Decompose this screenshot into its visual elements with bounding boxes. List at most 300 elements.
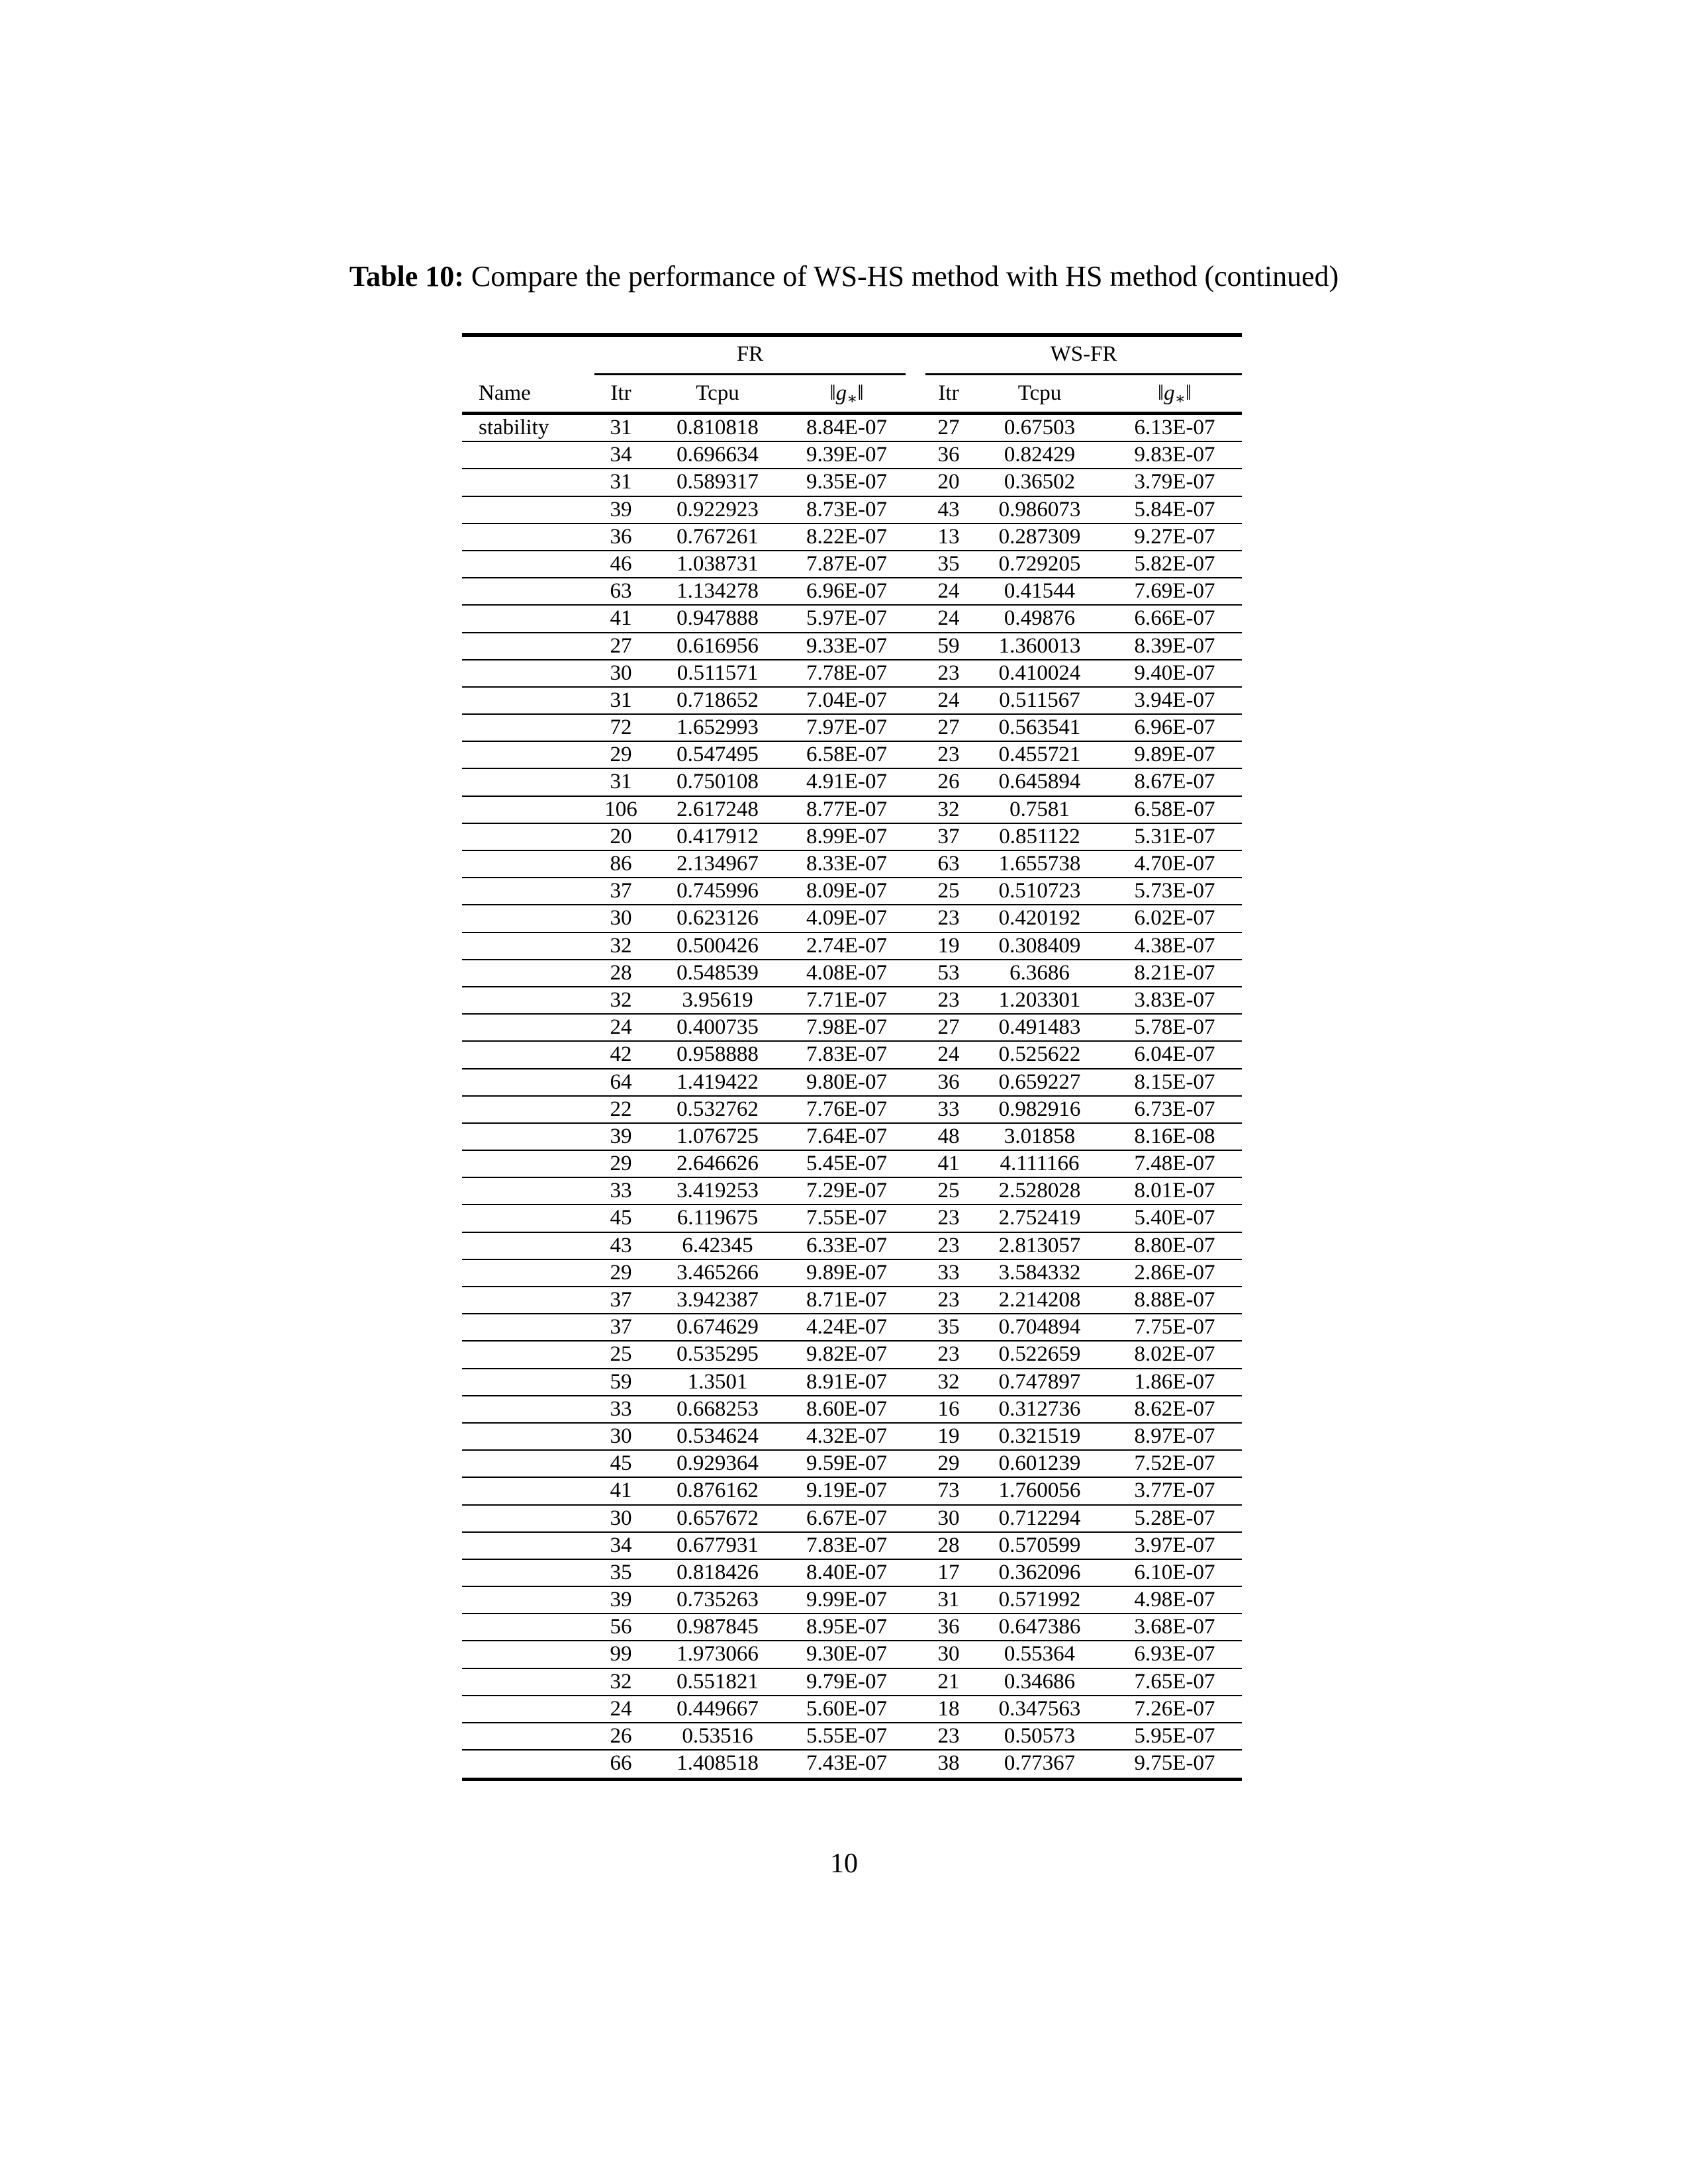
group-gap-cell: [906, 688, 925, 713]
fr-itr-cell: 45: [610, 1451, 632, 1476]
table-row: [462, 960, 1242, 987]
group-gap-cell: [906, 469, 925, 495]
ws-gnorm-cell: 6.04E-07: [1134, 1042, 1215, 1067]
name-cell: [462, 905, 594, 931]
fr-itr-cell: 31: [610, 470, 632, 494]
ws-itr-cell: 41: [937, 1152, 960, 1176]
group-header-fr: FR: [594, 337, 906, 375]
ws-itr-cell: 59: [937, 633, 960, 658]
fr-tcpu-cell: 0.735263: [677, 1588, 759, 1612]
group-gap-cell: [906, 1451, 925, 1477]
group-gap-cell: [906, 1614, 925, 1640]
fr-tcpu-cell: 0.818426: [677, 1560, 759, 1584]
ws-itr-cell: 73: [937, 1479, 960, 1503]
fr-itr-cell: 29: [610, 1152, 632, 1176]
table-row: [462, 933, 1242, 960]
group-gap-cell: [906, 878, 925, 904]
fr-tcpu-cell: 1.408518: [677, 1751, 759, 1776]
table-row: [462, 1396, 1242, 1424]
table-caption-label: Table 10:: [349, 260, 464, 293]
ws-gnorm-cell: 3.77E-07: [1134, 1479, 1215, 1503]
ws-gnorm-cell: 7.26E-07: [1134, 1696, 1215, 1721]
name-cell: [462, 987, 594, 1013]
ws-tcpu-cell: 3.584332: [998, 1260, 1081, 1285]
table-row: [462, 851, 1242, 878]
ws-tcpu-cell: 0.704894: [998, 1315, 1081, 1340]
group-gap-cell: [906, 1015, 925, 1040]
group-gap-cell: [906, 987, 925, 1013]
fr-tcpu-cell: 6.42345: [682, 1233, 753, 1257]
fr-gnorm-cell: 8.09E-07: [806, 879, 887, 903]
fr-gnorm-cell: 9.80E-07: [806, 1069, 887, 1094]
group-gap-cell: [906, 905, 925, 931]
ws-itr-cell: 53: [937, 960, 960, 985]
fr-gnorm-cell: 8.99E-07: [806, 824, 887, 848]
ws-tcpu-cell: 0.747897: [998, 1369, 1081, 1394]
ws-gnorm-cell: 4.38E-07: [1134, 933, 1215, 958]
fr-tcpu-cell: 1.3501: [687, 1369, 748, 1394]
ws-gnorm-cell: 8.67E-07: [1134, 770, 1215, 794]
fr-gnorm-cell: 7.64E-07: [806, 1124, 887, 1148]
table-row: [462, 878, 1242, 905]
ws-itr-cell: 27: [937, 715, 960, 740]
fr-itr-cell: 26: [610, 1724, 632, 1748]
name-cell: [462, 1178, 594, 1204]
ws-gnorm-cell: 3.94E-07: [1134, 688, 1215, 712]
fr-itr-cell: 32: [610, 933, 632, 958]
fr-tcpu-cell: 0.767261: [677, 524, 759, 549]
fr-itr-cell: 24: [610, 1015, 632, 1040]
name-cell: [462, 824, 594, 850]
ws-itr-cell: 23: [937, 660, 960, 685]
fr-itr-cell: 25: [610, 1342, 632, 1367]
ws-tcpu-cell: 0.455721: [998, 743, 1081, 767]
ws-tcpu-cell: 0.67503: [1004, 416, 1076, 439]
ws-tcpu-cell: 0.601239: [998, 1451, 1081, 1476]
fr-gnorm-cell: 8.95E-07: [806, 1615, 887, 1639]
ws-tcpu-cell: 0.522659: [998, 1342, 1081, 1367]
ws-itr-cell: 27: [937, 416, 960, 439]
group-gap-cell: [906, 442, 925, 468]
name-cell: [462, 1097, 594, 1122]
fr-gnorm-cell: 9.30E-07: [806, 1642, 887, 1666]
fr-tcpu-cell: 0.745996: [677, 879, 759, 903]
ws-gnorm-cell: 4.70E-07: [1134, 852, 1215, 876]
fr-tcpu-cell: 0.657672: [677, 1506, 759, 1530]
group-gap-cell: [906, 1314, 925, 1340]
table-row: [462, 1314, 1242, 1342]
ws-itr-cell: 32: [937, 797, 960, 821]
ws-tcpu-cell: 0.982916: [998, 1097, 1081, 1121]
fr-itr-cell: 63: [610, 579, 632, 604]
fr-itr-cell: 106: [604, 797, 637, 821]
fr-itr-cell: 22: [610, 1097, 632, 1121]
ws-tcpu-cell: 0.647386: [998, 1615, 1081, 1639]
group-gap-cell: [906, 578, 925, 604]
group-gap-cell: [906, 1478, 925, 1504]
fr-gnorm-cell: 7.43E-07: [806, 1751, 887, 1776]
ws-itr-cell: 19: [937, 1424, 960, 1448]
name-cell: [462, 1233, 594, 1259]
fr-itr-cell: 72: [610, 715, 632, 740]
ws-tcpu-cell: 0.410024: [998, 660, 1081, 685]
fr-tcpu-cell: 2.646626: [677, 1152, 759, 1176]
fr-tcpu-cell: 0.532762: [677, 1097, 759, 1121]
name-cell: [462, 1669, 594, 1695]
group-gap-cell: [906, 1396, 925, 1422]
fr-itr-cell: 39: [610, 1124, 632, 1148]
ws-itr-cell: 28: [937, 1533, 960, 1557]
fr-tcpu-cell: 3.942387: [677, 1288, 759, 1312]
ws-itr-cell: 26: [937, 770, 960, 794]
ws-tcpu-cell: 0.571992: [998, 1588, 1081, 1612]
fr-gnorm-cell: 9.35E-07: [806, 470, 887, 494]
group-gap-cell: [906, 715, 925, 741]
fr-gnorm-cell: 7.98E-07: [806, 1015, 887, 1040]
ws-gnorm-cell: 6.58E-07: [1134, 797, 1215, 821]
table-column-header-row: [462, 375, 1242, 412]
table-row: [462, 1751, 1242, 1778]
table-row: [462, 715, 1242, 742]
ws-gnorm-cell: 6.02E-07: [1134, 906, 1215, 931]
name-cell: [462, 688, 594, 713]
ws-gnorm-cell: 9.75E-07: [1134, 1751, 1215, 1776]
ws-gnorm-cell: 7.48E-07: [1134, 1152, 1215, 1176]
ws-itr-cell: 37: [937, 824, 960, 848]
fr-itr-cell: 32: [610, 987, 632, 1012]
fr-gnorm-cell: 2.74E-07: [806, 933, 887, 958]
name-cell: [462, 1314, 594, 1340]
name-cell: [462, 1751, 594, 1778]
ws-itr-cell: 23: [937, 906, 960, 931]
ws-itr-cell: 33: [937, 1260, 960, 1285]
ws-itr-cell: 24: [937, 579, 960, 604]
table-row: [462, 1260, 1242, 1287]
group-gap-cell: [906, 524, 925, 550]
name-cell: [462, 578, 594, 604]
table-row: [462, 551, 1242, 578]
group-gap-cell: [906, 1097, 925, 1122]
fr-itr-cell: 37: [610, 1288, 632, 1312]
ws-gnorm-cell: 5.31E-07: [1134, 824, 1215, 848]
group-gap-cell: [906, 660, 925, 686]
group-gap-cell: [906, 1751, 925, 1778]
fr-gnorm-cell: 5.97E-07: [806, 606, 887, 631]
name-cell: [462, 715, 594, 741]
ws-gnorm-cell: 4.98E-07: [1134, 1588, 1215, 1612]
fr-itr-cell: 36: [610, 524, 632, 549]
name-cell: [462, 878, 594, 904]
fr-tcpu-cell: 0.400735: [677, 1015, 759, 1040]
fr-tcpu-cell: 3.419253: [677, 1179, 759, 1203]
fr-itr-cell: 29: [610, 743, 632, 767]
ws-tcpu-cell: 1.760056: [998, 1479, 1081, 1503]
fr-gnorm-cell: 7.83E-07: [806, 1533, 887, 1557]
fr-itr-cell: 24: [610, 1696, 632, 1721]
ws-gnorm-cell: 6.93E-07: [1134, 1642, 1215, 1666]
column-header-ws-itr: Itr: [938, 381, 959, 405]
ws-gnorm-cell: 8.97E-07: [1134, 1424, 1215, 1448]
column-header-fr-itr: Itr: [610, 381, 632, 405]
fr-itr-cell: 33: [610, 1179, 632, 1203]
table-row: [462, 1506, 1242, 1533]
name-cell: [462, 1478, 594, 1504]
group-gap-cell: [906, 1696, 925, 1722]
ws-tcpu-cell: 0.7581: [1009, 797, 1070, 821]
fr-tcpu-cell: 0.876162: [677, 1479, 759, 1503]
column-header-fr-tcpu: Tcpu: [696, 381, 739, 405]
group-gap-cell: [906, 1042, 925, 1068]
fr-gnorm-cell: 5.60E-07: [806, 1696, 887, 1721]
ws-gnorm-cell: 8.80E-07: [1134, 1233, 1215, 1257]
name-cell: [462, 1342, 594, 1367]
table-row: [462, 1560, 1242, 1587]
ws-gnorm-cell: 8.39E-07: [1134, 633, 1215, 658]
group-gap-cell: [906, 1124, 925, 1150]
table-row: [462, 415, 1242, 442]
group-gap-cell: [906, 606, 925, 631]
ws-itr-cell: 35: [937, 1315, 960, 1340]
ws-tcpu-cell: 1.360013: [998, 633, 1081, 658]
ws-tcpu-cell: 0.312736: [998, 1396, 1081, 1421]
ws-gnorm-cell: 5.82E-07: [1134, 551, 1215, 576]
ws-gnorm-cell: 5.73E-07: [1134, 879, 1215, 903]
table-row: [462, 1669, 1242, 1696]
ws-itr-cell: 23: [937, 1342, 960, 1367]
ws-itr-cell: 23: [937, 1288, 960, 1312]
table-row: [462, 1287, 1242, 1314]
fr-itr-cell: 30: [610, 1506, 632, 1530]
ws-tcpu-cell: 0.77367: [1004, 1751, 1076, 1776]
ws-gnorm-cell: 7.52E-07: [1134, 1451, 1215, 1476]
ws-itr-cell: 38: [937, 1751, 960, 1776]
ws-tcpu-cell: 0.563541: [998, 715, 1081, 740]
group-gap-cell: [906, 824, 925, 850]
fr-itr-cell: 30: [610, 1424, 632, 1448]
name-cell: [462, 1124, 594, 1150]
group-gap-cell: [906, 742, 925, 768]
ws-tcpu-cell: 0.41544: [1004, 579, 1076, 604]
fr-itr-cell: 45: [610, 1206, 632, 1230]
ws-tcpu-cell: 0.34686: [1004, 1669, 1076, 1694]
table-row: [462, 606, 1242, 633]
name-cell: [462, 1614, 594, 1640]
table-row: [462, 497, 1242, 524]
fr-tcpu-cell: 2.617248: [677, 797, 759, 821]
ws-gnorm-cell: 3.97E-07: [1134, 1533, 1215, 1557]
fr-tcpu-cell: 0.623126: [677, 906, 759, 931]
ws-itr-cell: 30: [937, 1506, 960, 1530]
ws-itr-cell: 43: [937, 497, 960, 522]
fr-itr-cell: 35: [610, 1560, 632, 1584]
ws-gnorm-cell: 9.27E-07: [1134, 524, 1215, 549]
ws-gnorm-cell: 9.40E-07: [1134, 660, 1215, 685]
name-cell: [462, 1069, 594, 1095]
ws-itr-cell: 36: [937, 1615, 960, 1639]
ws-itr-cell: 36: [937, 443, 960, 467]
ws-tcpu-cell: 0.510723: [998, 879, 1081, 903]
table-group-header-row: [462, 337, 1242, 375]
fr-tcpu-cell: 3.95619: [682, 987, 753, 1012]
ws-tcpu-cell: 0.986073: [998, 497, 1081, 522]
ws-itr-cell: 35: [937, 551, 960, 576]
ws-itr-cell: 23: [937, 743, 960, 767]
fr-itr-cell: 43: [610, 1233, 632, 1257]
column-header-ws-tcpu: Tcpu: [1017, 381, 1062, 405]
name-cell: [462, 469, 594, 495]
fr-tcpu-cell: 0.500426: [677, 933, 759, 958]
table-row: [462, 1723, 1242, 1751]
fr-gnorm-cell: 8.91E-07: [806, 1369, 887, 1394]
fr-gnorm-cell: 6.67E-07: [806, 1506, 887, 1530]
table-row: [462, 742, 1242, 769]
fr-gnorm-cell: 9.33E-07: [806, 633, 887, 658]
fr-itr-cell: 66: [610, 1751, 632, 1776]
ws-itr-cell: 29: [937, 1451, 960, 1476]
group-gap-cell: [906, 1723, 925, 1749]
ws-tcpu-cell: 0.308409: [998, 933, 1081, 958]
ws-itr-cell: 24: [937, 1042, 960, 1067]
ws-itr-cell: 63: [937, 852, 960, 876]
name-cell: [462, 1151, 594, 1177]
table-row: [462, 1205, 1242, 1232]
ws-gnorm-cell: 7.65E-07: [1134, 1669, 1215, 1694]
table-row: [462, 1124, 1242, 1151]
ws-gnorm-cell: 9.83E-07: [1134, 443, 1215, 467]
table-row: [462, 1614, 1242, 1641]
name-cell: [462, 769, 594, 795]
ws-tcpu-cell: 6.3686: [1009, 960, 1070, 985]
group-header-ws-fr: WS-FR: [925, 337, 1242, 375]
ws-tcpu-cell: 0.570599: [998, 1533, 1081, 1557]
name-cell: [462, 524, 594, 550]
table-row: [462, 1533, 1242, 1560]
ws-gnorm-cell: 8.21E-07: [1134, 960, 1215, 985]
ws-tcpu-cell: 0.491483: [998, 1015, 1081, 1040]
fr-tcpu-cell: 1.419422: [677, 1069, 759, 1094]
fr-tcpu-cell: 1.652993: [677, 715, 759, 740]
fr-tcpu-cell: 0.696634: [677, 443, 759, 467]
fr-tcpu-cell: 0.929364: [677, 1451, 759, 1476]
fr-itr-cell: 99: [610, 1642, 632, 1666]
ws-itr-cell: 27: [937, 1015, 960, 1040]
fr-itr-cell: 37: [610, 879, 632, 903]
ws-tcpu-cell: 0.659227: [998, 1069, 1081, 1094]
ws-gnorm-cell: 8.62E-07: [1134, 1396, 1215, 1421]
fr-itr-cell: 34: [610, 1533, 632, 1557]
fr-tcpu-cell: 1.038731: [677, 551, 759, 576]
name-cell: [462, 660, 594, 686]
fr-tcpu-cell: 0.987845: [677, 1615, 759, 1639]
table-row: [462, 905, 1242, 933]
fr-gnorm-cell: 7.87E-07: [806, 551, 887, 576]
group-gap-cell: [906, 797, 925, 823]
fr-itr-cell: 31: [610, 416, 632, 439]
ws-gnorm-cell: 3.79E-07: [1134, 470, 1215, 494]
group-gap-cell: [906, 415, 925, 441]
fr-tcpu-cell: 0.535295: [677, 1342, 759, 1367]
table-row: [462, 824, 1242, 851]
group-gap-cell: [906, 1260, 925, 1286]
fr-itr-cell: 30: [610, 906, 632, 931]
table-row: [462, 524, 1242, 551]
fr-itr-cell: 42: [610, 1042, 632, 1067]
ws-gnorm-cell: 1.86E-07: [1134, 1369, 1215, 1394]
name-cell: [462, 551, 594, 577]
group-gap-cell: [906, 1533, 925, 1559]
table-row: [462, 1233, 1242, 1260]
ws-itr-cell: 21: [937, 1669, 960, 1694]
table-row: [462, 1478, 1242, 1505]
fr-tcpu-cell: 0.922923: [677, 497, 759, 522]
fr-gnorm-cell: 7.29E-07: [806, 1179, 887, 1203]
column-header-ws-gnorm: $‖g_∗‖$: [1157, 381, 1192, 408]
ws-gnorm-cell: 5.78E-07: [1134, 1015, 1215, 1040]
group-gap-cell: [906, 1587, 925, 1613]
fr-gnorm-cell: 9.39E-07: [806, 443, 887, 467]
fr-tcpu-cell: 0.511571: [677, 660, 759, 685]
fr-itr-cell: 28: [610, 960, 632, 985]
ws-gnorm-cell: 2.86E-07: [1134, 1260, 1215, 1285]
fr-tcpu-cell: 0.417912: [677, 824, 759, 848]
table-row: [462, 769, 1242, 796]
ws-itr-cell: 13: [937, 524, 960, 549]
fr-gnorm-cell: 4.24E-07: [806, 1315, 887, 1340]
ws-itr-cell: 18: [937, 1696, 960, 1721]
ws-tcpu-cell: 0.362096: [998, 1560, 1081, 1584]
name-cell: [462, 1451, 594, 1477]
table-row: [462, 987, 1242, 1015]
ws-tcpu-cell: 0.50573: [1004, 1724, 1076, 1748]
fr-gnorm-cell: 8.60E-07: [806, 1396, 887, 1421]
name-cell: [462, 1260, 594, 1286]
ws-gnorm-cell: 6.13E-07: [1134, 416, 1215, 439]
group-gap-cell: [906, 1069, 925, 1095]
fr-gnorm-cell: 8.71E-07: [806, 1288, 887, 1312]
fr-gnorm-cell: 9.59E-07: [806, 1451, 887, 1476]
group-gap-cell: [906, 551, 925, 577]
group-gap-cell: [906, 1151, 925, 1177]
fr-tcpu-cell: 0.810818: [677, 416, 759, 439]
fr-gnorm-cell: 7.78E-07: [806, 660, 887, 685]
table-row: [462, 688, 1242, 715]
ws-gnorm-cell: 5.28E-07: [1134, 1506, 1215, 1530]
fr-gnorm-cell: 8.73E-07: [806, 497, 887, 522]
page-number: 10: [830, 1848, 858, 1879]
ws-tcpu-cell: 1.655738: [998, 852, 1081, 876]
ws-tcpu-cell: 2.813057: [998, 1233, 1081, 1257]
ws-gnorm-cell: 3.68E-07: [1134, 1615, 1215, 1639]
fr-gnorm-cell: 4.09E-07: [806, 906, 887, 931]
fr-itr-cell: 39: [610, 1588, 632, 1612]
fr-gnorm-cell: 7.04E-07: [806, 688, 887, 712]
ws-gnorm-cell: 5.40E-07: [1134, 1206, 1215, 1230]
fr-tcpu-cell: 0.718652: [677, 688, 759, 712]
ws-itr-cell: 32: [937, 1369, 960, 1394]
ws-itr-cell: 25: [937, 1179, 960, 1203]
name-cell: [462, 1205, 594, 1231]
name-cell: stability: [479, 416, 549, 439]
ws-itr-cell: 30: [937, 1642, 960, 1666]
ws-itr-cell: 48: [937, 1124, 960, 1148]
ws-tcpu-cell: 0.321519: [998, 1424, 1081, 1448]
group-header-spacer: [462, 337, 594, 375]
group-gap-cell: [906, 1178, 925, 1204]
fr-tcpu-cell: 0.53516: [682, 1724, 753, 1748]
fr-tcpu-cell: 0.750108: [677, 770, 759, 794]
table-row: [462, 1587, 1242, 1614]
table-row: [462, 633, 1242, 660]
